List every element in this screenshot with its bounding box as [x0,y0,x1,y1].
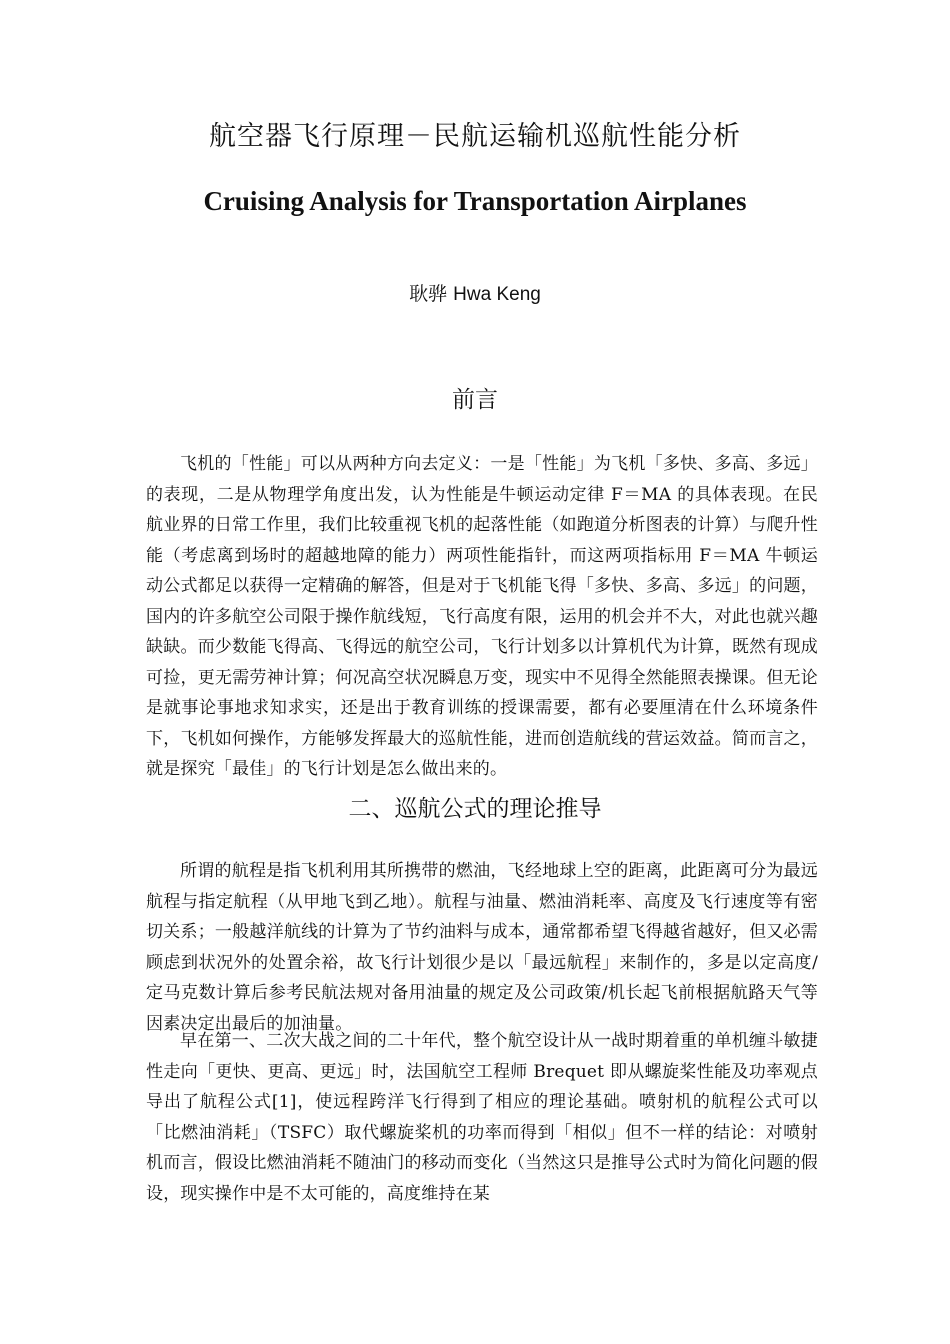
section-2-heading: 二、巡航公式的理论推导 [348,796,602,822]
title-english: Cruising Analysis for Transportation Airplanes [203,186,747,216]
author-name-english: Hwa Keng [453,284,541,305]
section-2-paragraph-2: 早在第一、二次大战之间的二十年代，整个航空设计从一战时期着重的单机缠斗敏捷性走向「更快、更高、更远」时，法国航空工程师 Brequet 即从螺旋桨性能及功率观点导出了航程公式[1]，使远程跨洋飞行得到了相应的理论基础。喷射机的航程公式可以「比燃油消耗」（TSFC）取代螺旋桨机的功率而得到「相似」但不一样的结论：对喷射机而言，假设比燃油消耗不随油门的移动而变化（当然这只是推导公式时为简化问题的假设，现实操作中是不太可能的，高度维持在某 [146,1031,818,1204]
author-name-chinese: 耿骅 [409,283,448,305]
title-chinese: 航空器飞行原理－民航运输机巡航性能分析 [209,121,741,152]
section-2-paragraph-1: 所谓的航程是指飞机利用其所携带的燃油，飞经地球上空的距离，此距离可分为最远航程与指定航程（从甲地飞到乙地）。航程与油量、燃油消耗率、高度及飞行速度等有密切关系；一般越洋航线的计算为了节约油料与成本，通常都希望飞得越省越好，但又必需顾虑到状况外的处置余裕，故飞行计划很少是以「最远航程」来制作的，多是以定高度/定马克数计算后参考民航法规对备用油量的规定及公司政策/机长起飞前根据航路天气等因素决定出最后的加油量。 [146,861,818,1034]
preface-paragraph: 飞机的「性能」可以从两种方向去定义：一是「性能」为飞机「多快、多高、多远」的表现，二是从物理学角度出发，认为性能是牛顿运动定律 F＝MA 的具体表现。在民航业界的日常工作里，我们比较重视飞机的起落性能（如跑道分析图表的计算）与爬升性能（考虑离到场时的超越地障的能力）两项性能指针，而这两项指标用 F＝MA 牛顿运动公式都足以获得一定精确的解答，但是对于飞机能飞得「多快、多高、多远」的问题，国内的许多航空公司限于操作航线短，飞行高度有限，运用的机会并不大，对此也就兴趣缺缺。而少数能飞得高、飞得远的航空公司，飞行计划多以计算机代为计算，既然有现成可捡，更无需劳神计算；何况高空状况瞬息万变，现实中不见得全然能照表操课。但无论是就事论事地求知求实，还是出于教育训练的授课需要，都有必要厘清在什么环境条件下，飞机如何操作，方能够发挥最大的巡航性能，进而创造航线的营运效益。简而言之，就是探究「最佳」的飞行计划是怎么做出来的。 [146,454,818,779]
author-line [0,280,950,309]
preface-heading: 前言 [452,387,498,413]
